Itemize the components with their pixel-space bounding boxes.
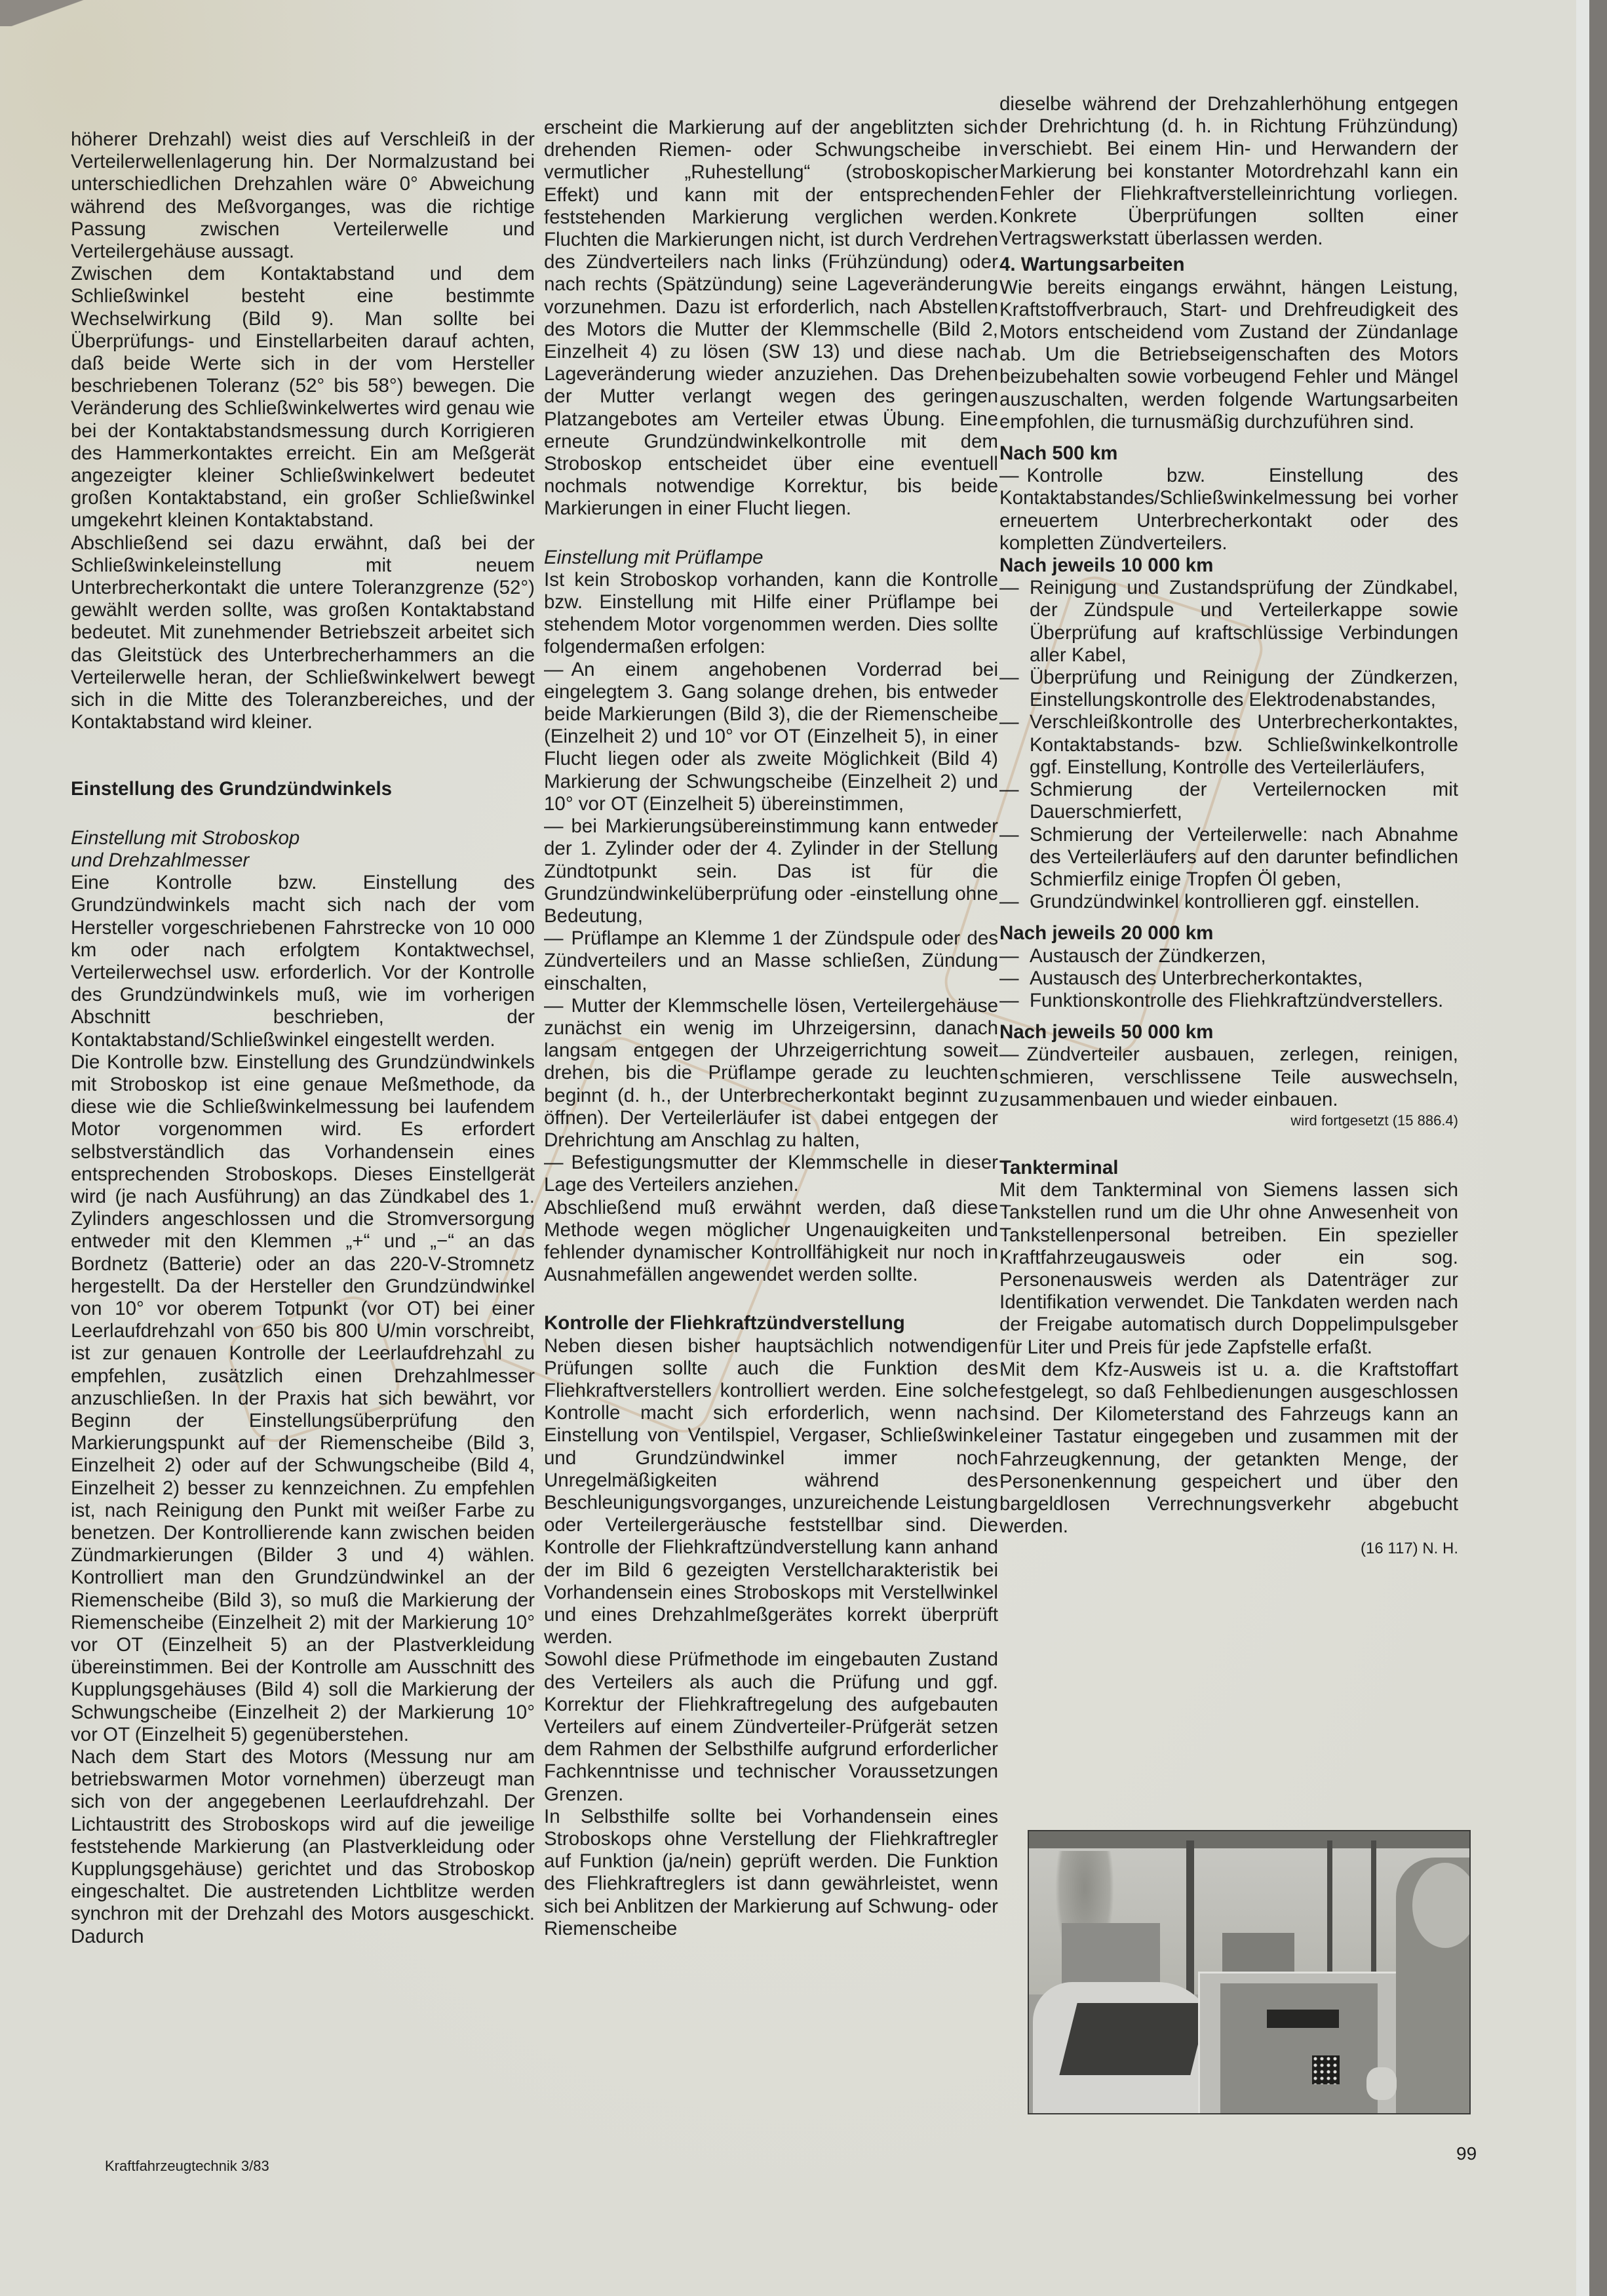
photo-car-window (1059, 2003, 1208, 2075)
paragraph: Zwischen dem Kontaktabstand und dem Schließwinkel besteht eine bestimmte Wechselwirkung (Bild 9). Man sollte bei Überprüfungs- und Einstellarbeiten darauf achten, daß beide Werte sich in der vom Hersteller beschriebenen Toleranz (52° bis 58°) bewegen. Die Veränderung des Schließwinkelwertes wird genau wie bei der Kontaktabstandsmessung durch Korrigieren des Hammerkontaktes erreicht. Ein am Meßgerät angezeigter kleiner Schließwinkelwert bedeutet großen Kontaktabstand, ein großer Schließwinkel umgekehrt kleinen Kontaktabstand. (71, 263, 535, 532)
column-3 (999, 93, 1458, 1561)
page-number: 99 (1456, 2143, 1477, 2164)
schedule-heading: Nach 500 km (999, 442, 1118, 465)
sidebar-heading: Tankterminal (999, 1156, 1119, 1178)
sidebar-tankterminal (999, 1157, 1458, 1561)
background-surface (1589, 0, 1607, 2296)
paragraph (999, 1359, 1458, 1538)
schedule-list (999, 577, 1458, 913)
paragraph: Abschließend sei dazu erwähnt, daß bei der Schließwinkeleinstellung mit neuem Unterbrecherkontakt die untere Toleranzgrenze (52°) gewählt werden sollte, was großen Kontaktabstand bedeutet. Mit zunehmender Betriebszeit arbeitet sich das Gleitstück des Unterbrecherhammers an die Verteilerwelle heran, der Schließwinkelwert bewegt sich in die Mitte des Toleranzbereiches, und der Kontaktabstand wird kleiner. (71, 532, 535, 733)
photo-person-hand (1366, 2067, 1397, 2100)
list-item: — Funktionskontrolle des Fliehkraftzündverstellers. (999, 990, 1458, 1012)
list-item: — Austausch des Unterbrecherkontaktes, (999, 967, 1458, 990)
subsection-heading (71, 827, 535, 872)
section-heading: Einstellung des Grundzündwinkels (71, 778, 393, 800)
author-signature: (16 117) N. H. (1361, 1540, 1458, 1558)
list-item: — Prüflampe an Klemme 1 der Zündspule oder des Zündverteilers und an Masse schließen, Zündung einschalten, (544, 927, 998, 995)
schedule-heading: Nach jeweils 20 000 km (999, 922, 1214, 944)
column-2 (544, 117, 998, 1940)
keypad-icon (1312, 2055, 1340, 2084)
page-corner-shadow (0, 0, 111, 26)
list-item: — bei Markierungsübereinstimmung kann entweder der 1. Zylinder oder der 4. Zylinder in der Stellung Zündtotpunkt sein. Das ist für die Grundzündwinkelüberprüfung oder -einstellung ohne Bedeutung, (544, 815, 998, 927)
list-item: — Reinigung und Zustandsprüfung der Zündkabel, der Zündspule und Verteilerkappe sowie Überprüfung auf kraftschlüssige Verbindungen aller Kabel, (999, 577, 1458, 667)
list-item: — Zündverteiler ausbauen, zerlegen, reinigen, schmieren, verschlissene Teile auswechseln, zusammenbauen und wieder einbauen. (999, 1043, 1458, 1111)
list-item: — Schmierung der Verteilerwelle: nach Abnahme des Verteilerläufers auf den darunter befindlichen Schmierfilz einige Tropfen Öl geben, (999, 824, 1458, 891)
photo-pole (1186, 1840, 1194, 1998)
schedule-list (999, 465, 1458, 555)
column-1 (71, 128, 535, 1948)
schedule-heading: Nach jeweils 50 000 km (999, 1021, 1214, 1043)
tank-terminal-photo (1028, 1830, 1471, 2114)
paragraph: Eine Kontrolle bzw. Einstellung des Grundzündwinkels macht sich nach der vom Hersteller vorgeschriebenen Fahrstrecke von 10 000 km oder nach erfolgtem Kontaktwechsel, Verteilerwechsel usw. erforderlich. Vor der Kontrolle des Grundzündwinkels muß, wie im vorherigen Abschnitt beschrieben, der Kontaktabstand/Schließwinkel eingestellt werden. (71, 872, 535, 1051)
photo-terminal-panel (1220, 1983, 1378, 2114)
subsection-heading: Einstellung mit Prüflampe (544, 546, 764, 568)
paragraph: Ist kein Stroboskop vorhanden, kann die Kontrolle bzw. Einstellung mit Hilfe einer Prüflampe bei stehendem Motor vorgenommen werden. Dies sollte folgendermaßen erfolgen: (544, 568, 998, 658)
continuation-note: wird fortgesetzt (15 886.4) (1290, 1112, 1458, 1129)
list-item: — Mutter der Klemmschelle lösen, Verteilergehäuse zunächst ein wenig im Uhrzeigersinn, danach langsam entgegen der Uhrzeigerrichtung soweit drehen, bis die Prüflampe gerade zu leuchten beginnt (d. h., der Unterbrecherkontakt beginnt zu öffnen). Der Verteilerläufer ist dabei entgegen der Drehrichtung am Anschlag zu halten, (544, 995, 998, 1152)
paragraph-text: Mit dem Kfz-Ausweis ist u. a. die Kraftstoffart festgelegt, so daß Fehlbedienungen ausgeschlossen sind. Der Kilometerstand des Fahrzeugs kann an einer Tastatur eingegeben und zusammen mit der Fahrzeugkennung, der getankten Menge, der Personenkennung gespeichert und über den bargeldlosen Verrechnungsverkehr abgebucht werden. (999, 1358, 1458, 1538)
paragraph: höherer Drehzahl) weist dies auf Verschleiß in der Verteilerwellenlagerung hin. Der Normalzustand bei unterschiedlichen Drehzahlen wäre 0° Abweichung während des Meßvorganges, was die richtige Passung zwischen Verteilerwelle und Verteilergehäuse aussagt. (71, 128, 535, 263)
signature-line (999, 1538, 1458, 1560)
paragraph: erscheint die Markierung auf der angeblitzten sich drehenden Riemen- oder Schwungscheibe in vermutlicher „Ruhestellung“ (stroboskopischer Effekt) und kann mit der entsprechenden feststehenden Markierung verglichen werden. Fluchten die Markierungen nicht, ist durch Verdrehen des Zündverteilers nach links (Frühzündung) oder nach rechts (Spätzündung) seine Lageveränderung vorzunehmen. Dazu ist erforderlich, nach Abstellen des Motors die Mutter der Klemmschelle (Bild 2, Einzelheit 4) zu lösen (SW 13) und diese nach Lageveränderung wieder anzuziehen. Das Drehen der Mutter verlangt wegen des geringen Platzangebotes am Verteiler etwas Übung. Eine erneute Grundzündwinkelkontrolle mit dem Stroboskop entscheidet über eine eventuell nochmals notwendige Korrektur, bis beide Markierungen in einer Flucht liegen. (544, 117, 998, 520)
photo-canopy (1029, 1831, 1469, 1848)
paragraph: Nach dem Start des Motors (Messung nur am betriebswarmen Motor vornehmen) überzeugt man sich von der angegebenen Leerlaufdrehzahl. Der Lichtaustritt des Stroboskops wird auf die jeweilige feststehende Markierung (an Plastverkleidung oder Kupplungsgehäuse) gerichtet und das Stroboskop eingeschaltet. Die austretenden Lichtblitze werden synchron mit der Drehzahl des Motors ausgeschickt. Dadurch (71, 1746, 535, 1947)
schedule-list (999, 1043, 1458, 1111)
subsection-heading-line: Einstellung mit Stroboskop (71, 827, 300, 849)
list-item: — Schmierung der Verteilernocken mit Dauerschmierfett, (999, 779, 1458, 823)
photo-terminal-display (1267, 2010, 1339, 2028)
procedure-steps (544, 659, 998, 1197)
page-edge (1576, 0, 1589, 2296)
paragraph: Sowohl diese Prüfmethode im eingebauten Zustand des Verteilers als auch die Prüfung und ggf. Korrektur der Fliehkraftregelung des aufgebauten Verteilers auf einem Zündverteiler-Prüfgerät setzen dem Rahmen der Selbsthilfe aufgrund erforderlicher Fachkenntnisse und technischer Voraussetzungen Grenzen. (544, 1648, 998, 1805)
photo-building (1062, 1923, 1160, 1989)
section-heading: Kontrolle der Fliehkraftzündverstellung (544, 1312, 905, 1334)
photo-person-head (1412, 1863, 1471, 1948)
paragraph: Die Kontrolle bzw. Einstellung des Grundzündwinkels mit Stroboskop ist eine genaue Meßmethode, da diese wie die Schließwinkelmessung bei laufendem Motor vorgenommen wird. Es erfordert selbstverständlich das Vorhandensein eines entsprechenden Stroboskops. Dieses Einstellgerät wird (je nach Ausführung) an das Zündkabel des 1. Zylinders angeschlossen und die Stromversorgung entweder mit den Klemmen „+“ und „−“ an das Bordnetz (Batterie) oder an das 220-V-Stromnetz hergestellt. Da der Hersteller den Grundzündwinkel von 10° vor oberem Totpunkt (vor OT) bei einer Leerlaufdrehzahl von 650 bis 800 U/min vorschreibt, ist zur genauen Kontrolle der Leerlaufdrehzahl zu empfehlen, zusätzlich einen Drehzahlmesser anzuschließen. In der Praxis hat sich bewährt, vor Beginn der Einstellungsüberprüfung den Markierungspunkt auf der Riemenscheibe (Bild 3, Einzelheit 2) oder auf der Schwungscheibe (Bild 4, Einzelheit 2) besser zu kennzeichnen. Zu empfehlen ist, nach Reinigung den Punkt mit weißer Farbe zu benetzen. Der Kontrollierende kann zwischen beiden Zündmarkierungen (Bilder 3 und 4) wählen. Kontrolliert man den Grundzündwinkel an der Riemenscheibe (Bild 3), so muß die Markierung der Riemenscheibe (Einzelheit 2) mit der Markierung 10° vor OT (Einzelheit 5) an der Plastverkleidung übereinstimmen. Bei der Kontrolle am Ausschnitt des Kupplungsgehäuses (Bild 4) soll die Markierung der Schwungscheibe (Einzelheit 2) der Markierung 10° vor OT (Einzelheit 5) gegenüberstehen. (71, 1051, 535, 1745)
paragraph: In Selbsthilfe sollte bei Vorhandensein eines Stroboskops ohne Verstellung der Fliehkraftregler auf Funktion (ja/nein) geprüft werden. Die Funktion des Fliehkraftreglers ist dann gewährleistet, wenn sich bei Anblitzen der Markierung auf Schwung- oder Riemenscheibe (544, 1805, 998, 1939)
schedule-list (999, 945, 1458, 1013)
paragraph: Abschließend muß erwähnt werden, daß diese Methode wegen möglicher Ungenauigkeiten und fehlender dynamischer Kontrollfähigkeit nur noch in Ausnahmefällen angewendet werden sollte. (544, 1196, 998, 1286)
paragraph: Mit dem Tankterminal von Siemens lassen sich Tankstellen rund um die Uhr ohne Anwesenheit von Tankstellenpersonal betreiben. Ein spezieller Kraftfahrzeugausweis oder ein sog. Personenausweis werden als Datenträger zur Identifikation verwendet. Die Tankdaten werden nach der Freigabe automatisch durch Doppelimpulsgeber für Liter und Preis für jede Zapfstelle erfaßt. (999, 1179, 1458, 1358)
list-item: — Überprüfung und Reinigung der Zündkerzen, Einstellungskontrolle des Elektrodenabstandes, (999, 667, 1458, 711)
list-item: — Austausch der Zündkerzen, (999, 945, 1458, 967)
subsection-heading-line: und Drehzahlmesser (71, 849, 250, 871)
paragraph: Wie bereits eingangs erwähnt, hängen Leistung, Kraftstoffverbrauch, Start- und Drehfreudigkeit des Motors entscheidend vom Zustand der Zündanlage ab. Um die Betriebseigenschaften des Motors beizubehalten sowie vorbeugend Fehler und Mängel auszuschalten, werden folgende Wartungsarbeiten empfohlen, die turnusmäßig durchzuführen sind. (999, 276, 1458, 433)
list-item: — An einem angehobenen Vorderrad bei eingelegtem 3. Gang solange drehen, bis entweder beide Markierungen (Bild 3), die der Riemenscheibe (Einzelheit 2) und 10° vor OT (Einzelheit 5), in einer Flucht liegen oder als zweite Möglichkeit (Bild 4) Markierung der Schwungscheibe (Einzelheit 2) und 10° vor OT (Einzelheit 5) übereinstimmen, (544, 659, 998, 815)
paragraph: Neben diesen bisher hauptsächlich notwendigen Prüfungen sollte auch die Funktion des Fliehkraftverstellers kontrolliert werden. Eine solche Kontrolle macht sich erforderlich, wenn nach Einstellung von Ventilspiel, Vergaser, Schließwinkel und Grundzündwinkel immer noch Unregelmäßigkeiten während des Beschleunigungsvorganges, unzureichende Leistung oder Verteilergeräusche feststellbar sind. Die Kontrolle der Fliehkraftzündverstellung kann anhand der im Bild 6 gezeigten Verstellcharakteristik bei Vorhandensein eines Stroboskops mit Verstellwinkel und eines Drehzahlmeßgerätes korrekt überprüft werden. (544, 1334, 998, 1648)
schedule-heading: Nach jeweils 10 000 km (999, 555, 1214, 577)
section-heading: 4. Wartungsarbeiten (999, 254, 1185, 276)
list-item: — Verschleißkontrolle des Unterbrecherkontaktes, Kontaktabstands- bzw. Schließwinkelkontrolle ggf. Einstellung, Kontrolle des Verteilerläufers, (999, 711, 1458, 779)
list-item: — Kontrolle bzw. Einstellung des Kontaktabstandes/Schließwinkelmessung bei vorher erneuertem Unterbrecherkontakt oder des kompletten Zündverteilers. (999, 465, 1458, 555)
list-item: — Grundzündwinkel kontrollieren ggf. einstellen. (999, 891, 1458, 913)
publication-footer: Kraftfahrzeugtechnik 3/83 (105, 2158, 269, 2174)
paragraph: dieselbe während der Drehzahlerhöhung entgegen der Drehrichtung (d. h. in Richtung Frühzündung) verschiebt. Bei einem Hin- und Herwandern der Markierung bei konstanter Motordrehzahl kann ein Fehler der Fliehkraftverstelleinrichtung vorliegen. Konkrete Überprüfungen sollten einer Vertragswerkstatt überlassen werden. (999, 93, 1458, 250)
list-item: — Befestigungsmutter der Klemmschelle in dieser Lage des Verteilers anziehen. (544, 1152, 998, 1196)
